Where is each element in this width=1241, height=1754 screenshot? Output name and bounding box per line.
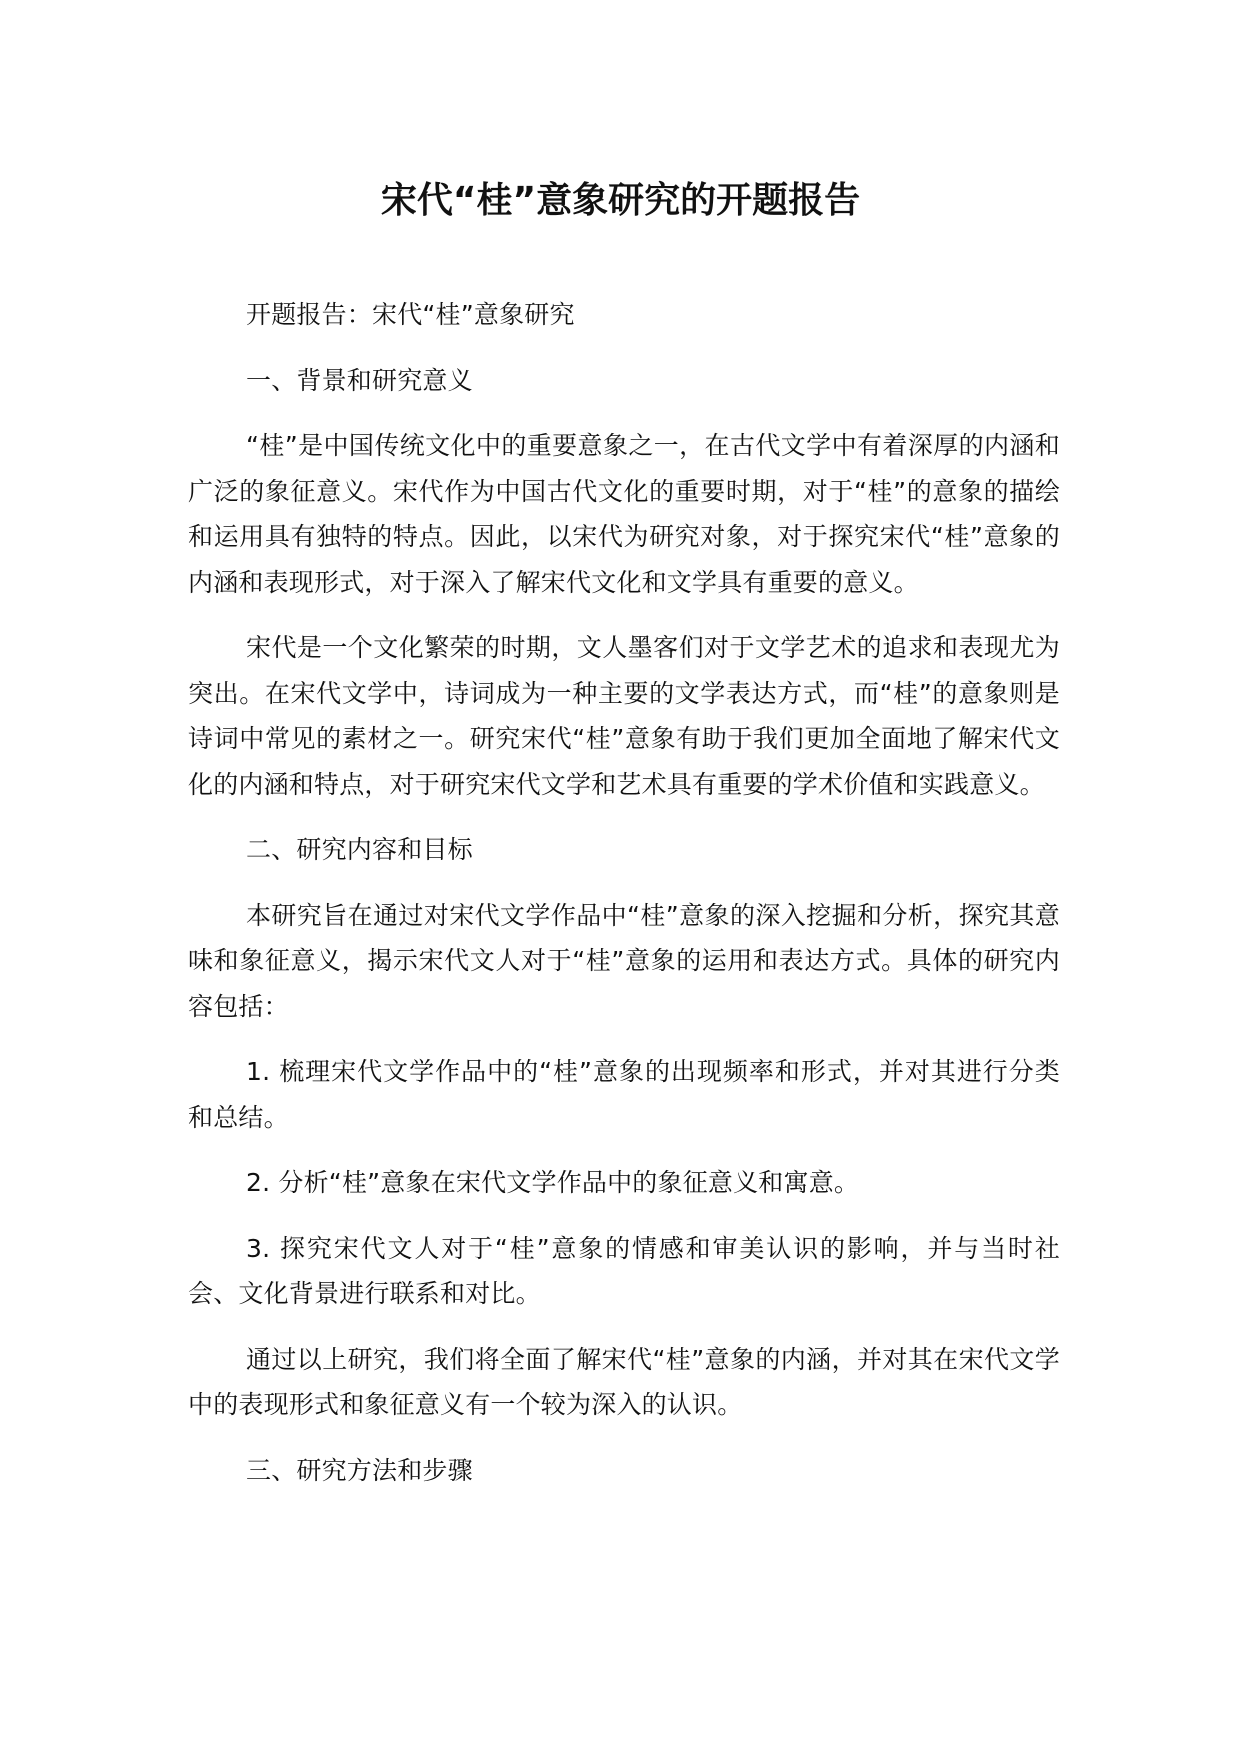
list-item-2: 2. 分析“桂”意象在宋代文学作品中的象征意义和寓意。	[246, 1168, 860, 1197]
list-item-1: 1. 梳理宋代文学作品中的“桂”意象的出现频率和形式，并对其进行分类和总结。	[188, 1057, 1060, 1132]
report-heading: 开题报告：宋代“桂”意象研究	[246, 300, 575, 329]
list-item-3: 3. 探究宋代文人对于“桂”意象的情感和审美认识的影响，并与当时社会、文化背景进行联系和对比。	[188, 1233, 1060, 1308]
paragraph-background-1: “桂”是中国传统文化中的重要意象之一，在古代文学中有着深厚的内涵和广泛的象征意义。宋代作为中国古代文化的重要时期，对于“桂”的意象的描绘和运用具有独特的特点。因此，以宋代为研究对象，对于探究宋代“桂”意象的内涵和表现形式，对于深入了解宋代文化和文学具有重要的意义。	[188, 431, 1060, 597]
paragraph-content-summary: 通过以上研究，我们将全面了解宋代“桂”意象的内涵，并对其在宋代文学中的表现形式和象征意义有一个较为深入的认识。	[188, 1344, 1060, 1419]
document-body	[188, 292, 1060, 1513]
section-heading-methods: 三、研究方法和步骤	[246, 1455, 473, 1485]
paragraph-content-intro: 本研究旨在通过对宋代文学作品中“桂”意象的深入挖掘和分析，探究其意味和象征意义，揭示宋代文人对于“桂”意象的运用和表达方式。具体的研究内容包括：	[188, 900, 1060, 1021]
section-heading-content: 二、研究内容和目标	[246, 835, 473, 864]
document-title: 宋代“桂”意象研究的开题报告	[380, 180, 861, 221]
section-heading-background: 一、背景和研究意义	[246, 365, 473, 395]
paragraph-background-2: 宋代是一个文化繁荣的时期，文人墨客们对于文学艺术的追求和表现尤为突出。在宋代文学中，诗词成为一种主要的文学表达方式，而“桂”的意象则是诗词中常见的素材之一。研究宋代“桂”意象有助于我们更加全面地了解宋代文化的内涵和特点，对于研究宋代文学和艺术具有重要的学术价值和实践意义。	[188, 633, 1060, 799]
